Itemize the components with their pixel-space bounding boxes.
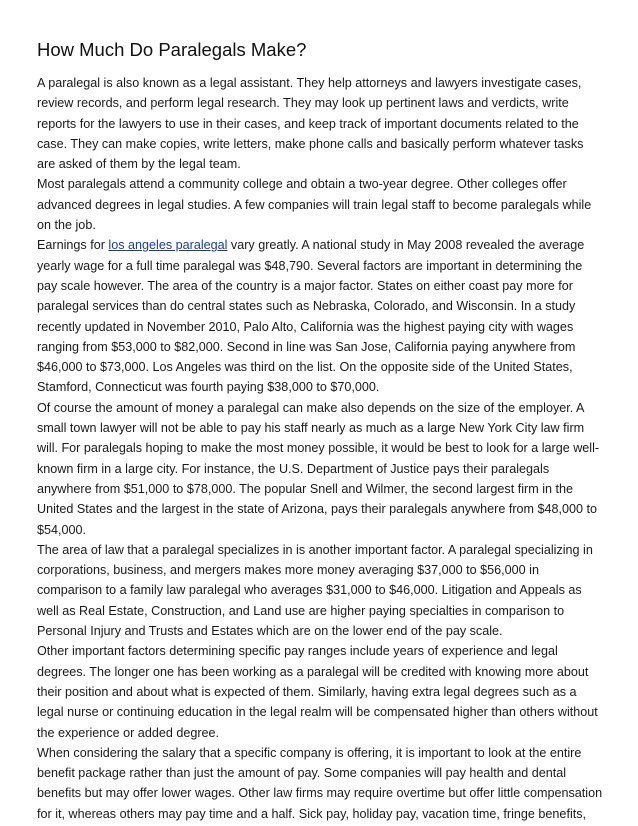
- document-page: [37, 38, 603, 824]
- paragraph-earnings-lead: Earnings for: [37, 238, 109, 253]
- paragraph-earnings-body: vary greatly. A national study in May 2008 revealed the average yearly wage for a full time paralegal was $48,790. Several factors are important in determining the pay scale however. The area of the country is a major factor. States on either coast pay more for paralegal services than do central states such as Nebraska, Colorado, and Wisconsin. In a study recently updated in November 2010, Palo Alto, California was the highest paying city with wages ranging from $53,000 to $82,000. Second in line was San Jose, California paying anywhere from $46,000 to $73,000. Los Angeles was third on the list. On the opposite side of the United States, Stamford, Connecticut was fourth paying $38,000 to $70,000.: [37, 238, 585, 395]
- los-angeles-paralegal-link[interactable]: los angeles paralegal: [108, 238, 228, 253]
- paragraph-education: Most paralegals attend a community college and obtain a two-year degree. Other colleges offer advanced degrees in legal studies. A few companies will train legal staff to become paralegals while on the job.: [37, 177, 592, 233]
- paragraph-employer-size: Of course the amount of money a paralegal can make also depends on the size of the employer. A small town lawyer will not be able to pay his staff nearly as much as a large New York City law firm will. For paralegals hoping to make the most money possible, it would be best to look for a large well-known firm in a large city. For instance, the U.S. Department of Justice pays their paralegals anywhere from $51,000 to $78,000. The popular Snell and Wilmer, the second largest firm in the United States and the largest in the state of Arizona, pays their paralegals anywhere from $48,000 to $54,000.: [37, 400, 600, 537]
- paragraph-benefits: When considering the salary that a specific company is offering, it is important to look at the entire benefit package rather than just the amount of pay. Some companies will pay health and dental benefits but may offer lower wages. Other law firms may require overtime but offer little compensation for it, whereas others may pay time and a half. Sick pay, holiday pay, vacation time, fringe benefits,: [37, 745, 603, 821]
- page-title: How Much Do Paralegals Make?: [37, 39, 307, 60]
- paragraph-intro: A paralegal is also known as a legal assistant. They help attorneys and lawyers investigate cases, review records, and perform legal research. They may look up pertinent laws and verdicts, write reports for the lawyers to use in their cases, and keep track of important documents related to the case. They can make copies, write letters, make phone calls and basically perform whatever tasks are asked of them by the legal team.: [37, 76, 584, 172]
- paragraph-experience: Other important factors determining specific pay ranges include years of experience and legal degrees. The longer one has been working as a paralegal will be credited with knowing more about their position and about what is expected of them. Similarly, having extra legal degrees such as a legal nurse or continuing education in the legal realm will be compensated higher than others without the experience or added degree.: [37, 644, 598, 740]
- paragraph-earnings: [37, 235, 603, 397]
- paragraph-specialty: The area of law that a paralegal specializes in is another important factor. A paralegal specializing in corporations, business, and mergers makes more money averaging $37,000 to $56,000 in comparison to a family law paralegal who averages $31,000 to $46,000. Litigation and Appeals as well as Real Estate, Construction, and Land use are higher paying specialties in comparison to Personal Injury and Trusts and Estates which are on the lower end of the pay scale.: [37, 542, 593, 639]
